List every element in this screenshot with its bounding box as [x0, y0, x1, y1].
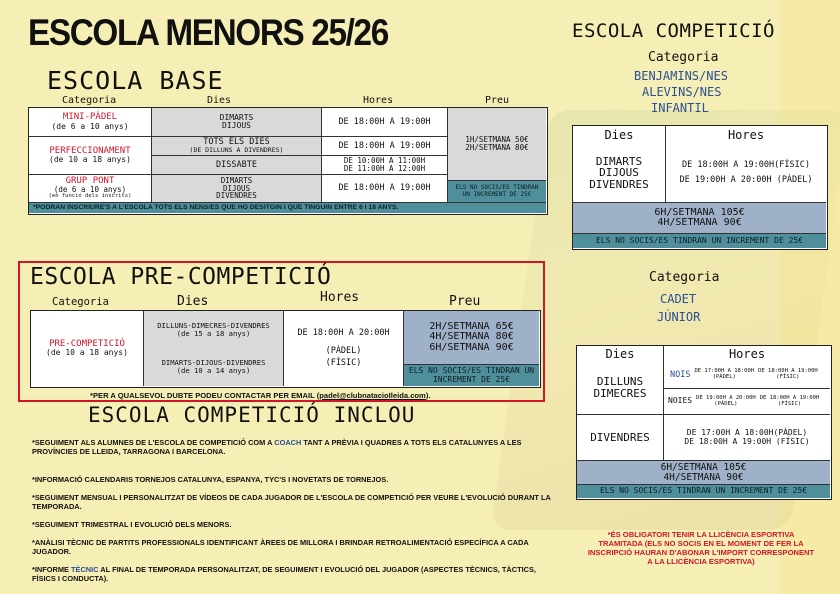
grup-pont-dies3: DIVENDRES: [216, 191, 257, 201]
c2-hores-header: Hores: [663, 346, 830, 362]
base-header-dies: Dies: [207, 95, 232, 106]
pre-competicio-name: PRE-COMPETICIÓ: [49, 338, 125, 349]
inclou-item-1: [32, 438, 552, 457]
grup-pont-hores: DE 18:00H A 19:00H: [321, 174, 447, 202]
pre-price2: 4H/SETMANA 80€: [429, 331, 514, 343]
inclou-coach: COACH: [274, 438, 302, 447]
inclou-item-3: *SEGUIMENT MENSUAL I PERSONALITZAT DE VÍDEOS DE CADA JUGADOR DE L'ESCOLA DE COMPETICIÓ PER VEURE L'EVOLUCIÓ DURANT LA TEMPORADA.: [32, 493, 551, 512]
perfeccionament-dies1: [151, 136, 321, 155]
perfeccionament-hores2: [321, 155, 447, 174]
escola-base-title: ESCOLA BASE: [47, 66, 224, 95]
mini-padel-dies: [151, 108, 321, 136]
c1-price1: 6H/SETMANA 105€: [654, 206, 745, 218]
c1-price-cell: [573, 202, 826, 233]
mini-padel-ages: (de 6 a 10 anys): [51, 121, 129, 131]
mini-padel-dies2: DIJOUS: [222, 121, 251, 130]
perfeccionament-name: PERFECCIONAMENT: [49, 145, 131, 156]
background-stripe: [780, 0, 840, 594]
c1-hores2: DE 19:00H A 20:00H (PÀDEL): [679, 175, 813, 185]
competicio-categoria-label: Categoria: [648, 50, 719, 65]
base-price2: 2H/SETMANA 80€: [465, 143, 529, 152]
base-header-preu: Preu: [485, 95, 510, 106]
inclou-item-5: *ANÀLISI TÈCNIC DE PARTITS PROFESSIONALS IDENTIFICANT ÀREES DE MILLORA I BRINDAR RETROALIMENTACIÓ ESPECÍFICA A CADA JUGADOR.: [32, 538, 529, 557]
pre-dies2-ages: (de 10 a 14 anys): [176, 366, 251, 375]
c1-dies2: DIJOUS: [599, 166, 639, 180]
competicio-table-2: [576, 345, 832, 500]
perfeccionament-hores2b: DE 11:00H A 12:00H: [343, 164, 426, 173]
c2-price-cell: [577, 460, 830, 484]
pre-hores1: DE 18:00H A 20:00H: [297, 328, 390, 339]
c2-noies-label: NOIES: [668, 396, 693, 406]
c2-noies-h1b: (PÀDEL): [714, 400, 738, 407]
perfeccionament-dies1-text: TOTS ELS DIES: [203, 137, 270, 148]
perfeccionament-dies2: DISSABTE: [151, 155, 321, 174]
c2-divendres-hores: [663, 414, 830, 460]
c2-dies1: DILLUNS: [596, 375, 644, 389]
contact-email-link[interactable]: padel@clubnatacioIleida.com: [319, 391, 426, 400]
pre-price-cell: [403, 311, 539, 364]
pre-hores2: (PÀDEL): [325, 346, 362, 357]
perfeccionament-hores2a: DE 10:00H A 11:00H: [343, 156, 426, 166]
c2-nois-h2: DE 18:00H A 19:00H: [758, 368, 818, 375]
pre-competicio-dies1: [143, 311, 283, 348]
pre-header-dies: Dies: [177, 294, 209, 309]
inclou-item6b: AL FINAL DE TEMPORADA PERSONALITZAT, DE SEGUIMENT I EVOLUCIÓ DEL JUGADOR (ASPECTES TÈCNICS, TÀCTICS, FÍSICS I CONDUCTA).: [32, 565, 536, 584]
c2-price2: 4H/SETMANA 90€: [663, 471, 744, 483]
c2-nois-h2b: (FÍSIC): [776, 374, 800, 380]
c1-hores1: DE 18:00H A 19:00H(FÍSIC): [682, 160, 810, 171]
competicio-cat3: INFANTIL: [651, 101, 709, 115]
base-footer: *PODRAN INSCRIURE'S A L'ESCOLA TOTS ELS NENS/ES QUE HO DESITGIN I QUE TINGUIN ENTRE 6 I 18 ANYS.: [29, 202, 546, 213]
main-title: ESCOLA MENORS 25/26: [28, 12, 388, 53]
grup-pont-dies: [151, 174, 321, 202]
pre-competicio-category: [31, 311, 143, 386]
perfeccionament-hores1: DE 18:00H A 19:00H: [321, 136, 447, 155]
c1-hores-header: Hores: [665, 126, 826, 144]
pre-header-preu: Preu: [449, 294, 481, 309]
c2-noies-h2: DE 18:00H A 19:00H: [759, 394, 820, 401]
c2-div-h2: DE 18:00H A 19:00H: [684, 436, 772, 446]
c2-dies-header: Dies: [605, 346, 635, 361]
c2-nois-label: NOIS: [670, 369, 691, 380]
pre-dies1-ages: (de 15 a 18 anys): [176, 328, 251, 338]
pre-competicio-hores: [283, 311, 403, 386]
base-price1: 1H/SETMANA 50€: [465, 135, 529, 145]
grup-pont-dies1: DIMARTS: [220, 175, 253, 185]
c2-price1: 6H/SETMANA 105€: [660, 461, 747, 473]
competicio-cat5: JÚNIOR: [657, 310, 701, 324]
pre-competicio-dies2: [143, 348, 283, 386]
inclou-item6a: *INFORME: [32, 565, 72, 574]
contact-line: [90, 391, 430, 400]
inclou-item-2: *INFORMACIÓ CALENDARIS TORNEJOS CATALUNYA, ESPANYA, TYC'S I NOVETATS DE TORNEJOS.: [32, 475, 389, 484]
base-header-categoria: Categoria: [62, 95, 117, 106]
grup-pont-dies2: DIJOUS: [222, 183, 251, 193]
base-no-socis: ELS NO SOCIS/ES TINDRAN UN INCREMENT DE 25€: [447, 180, 546, 202]
c1-price2: 4H/SETMANA 90€: [657, 217, 742, 228]
competicio-cat2: ALEVINS/NES: [642, 85, 722, 99]
c1-dies-cell: [573, 144, 665, 202]
competicio-cat4: CADET: [660, 292, 697, 306]
c2-noies-h1: DE 19:00H A 20:00H: [696, 394, 756, 401]
c1-hores-cell: [665, 144, 826, 202]
competicio-categoria2-label: Categoria: [649, 270, 720, 285]
pre-price3: 6H/SETMANA 90€: [429, 341, 514, 353]
c2-nois-h1b: (PÀDEL): [712, 374, 736, 380]
mini-padel-category: [29, 108, 151, 136]
c2-noies-row: [663, 388, 830, 414]
inclou-item-4: *SEGUIMENT TRIMESTRAL I EVOLUCIÓ DELS MENORS.: [32, 520, 232, 529]
perfeccionament-ages: (de 10 a 18 anys): [49, 155, 131, 165]
c1-no-socis: ELS NO SOCIS/ES TINDRAN UN INCREMENT DE 25€: [573, 233, 826, 248]
mini-padel-name: MINI-PÀDEL: [62, 112, 118, 123]
pre-dies1-text: DILLUNS-DIMECRES-DIVENDRES: [157, 320, 270, 330]
c1-dies-header: Dies: [604, 127, 634, 142]
inclou-item1a: *SEGUIMENT ALS ALUMNES DE L'ESCOLA DE COMPETICIÓ COM A: [32, 438, 275, 447]
c2-dies2: DIMECRES: [593, 387, 647, 400]
grup-pont-name: GRUP PONT: [65, 175, 115, 186]
contact-text: *PER A QUALSEVOL DUBTE PODEU CONTACTAR PER EMAIL (: [90, 391, 320, 400]
c2-dies-cell-2: DIVENDRES: [577, 414, 663, 460]
grup-pont-ages-sub: (en funció dels inscrits): [48, 193, 132, 200]
c2-nois-h1: DE 17:00H A 18:00H: [694, 368, 755, 375]
pre-header-categoria: Categoria: [52, 296, 109, 308]
c2-noies-h2b: (FÍSIC): [777, 400, 802, 407]
contact-end: ).: [425, 391, 431, 400]
perfeccionament-category: [29, 136, 151, 174]
c2-nois-row: [663, 362, 830, 388]
pre-price1: 2H/SETMANA 65€: [429, 320, 514, 332]
perfeccionament-dies1-sub: (DE DILLUNS A DIVENDRES): [189, 146, 284, 155]
competicio-title: ESCOLA COMPETICIÓ: [572, 20, 775, 42]
llicencia-note: *ÉS OBLIGATORI TENIR LA LLICÈNCIA ESPORTIVA TRAMITADA (ELS NO SOCIS EN EL MOMENT DE FER LA INSCRIPCIÓ HAURAN D'ABONAR L'IMPORT CORRESPONENT A LA LLICÈNCIA ESPORTIVA): [587, 530, 815, 567]
competicio-table-1: [572, 125, 828, 250]
base-header-hores: Hores: [363, 95, 394, 106]
inclou-item-6: [32, 565, 552, 584]
escola-base-table: [28, 107, 548, 215]
c2-no-socis: ELS NO SOCIS/ES TINDRAN UN INCREMENT DE 25€: [577, 484, 830, 498]
competicio-cat1: BENJAMINS/NES: [634, 69, 728, 83]
inclou-item1c: PROVÍNCIES DE LLEIDA, TARRAGONA I BARCELONA.: [32, 447, 226, 457]
mini-padel-dies1: DIMARTS: [219, 112, 254, 122]
grup-pont-ages: (de 6 a 10 anys): [53, 185, 127, 195]
pre-header-hores: Hores: [320, 290, 360, 305]
base-price-cell: [447, 108, 546, 180]
pre-competicio-table: [30, 310, 541, 388]
grup-pont-category: [29, 174, 151, 202]
inclou-item1b: TANT A PRÈVIA I QUADRES A TOTS ELS CATALUNYES A LES: [301, 438, 522, 447]
inclou-title: ESCOLA COMPETICIÓ INCLOU: [88, 403, 416, 427]
inclou-tecnic: TÈCNIC: [71, 565, 99, 574]
mini-padel-hores: DE 18:00H A 19:00H: [321, 108, 447, 136]
pre-competicio-ages: (de 10 a 18 anys): [46, 348, 128, 358]
pre-no-socis: ELS NO SOCIS/ES TINDRAN UN INCREMENT DE 25€: [403, 364, 539, 386]
pre-dies2-text: DIMARTS-DIJOUS-DIVENDRES: [161, 358, 266, 368]
c1-dies3: DIVENDRES: [589, 177, 649, 191]
pre-hores3: (FÍSIC): [325, 357, 362, 368]
c2-div-h1: DE 17:00H A 18:00H(PÀDEL): [686, 428, 808, 438]
c2-dies-cell-1: [577, 362, 663, 414]
pre-competicio-title: ESCOLA PRE-COMPETICIÓ: [30, 264, 332, 290]
c1-dies1: DIMARTS: [595, 154, 643, 168]
c2-div-h2b: (FÍSIC): [775, 436, 810, 446]
